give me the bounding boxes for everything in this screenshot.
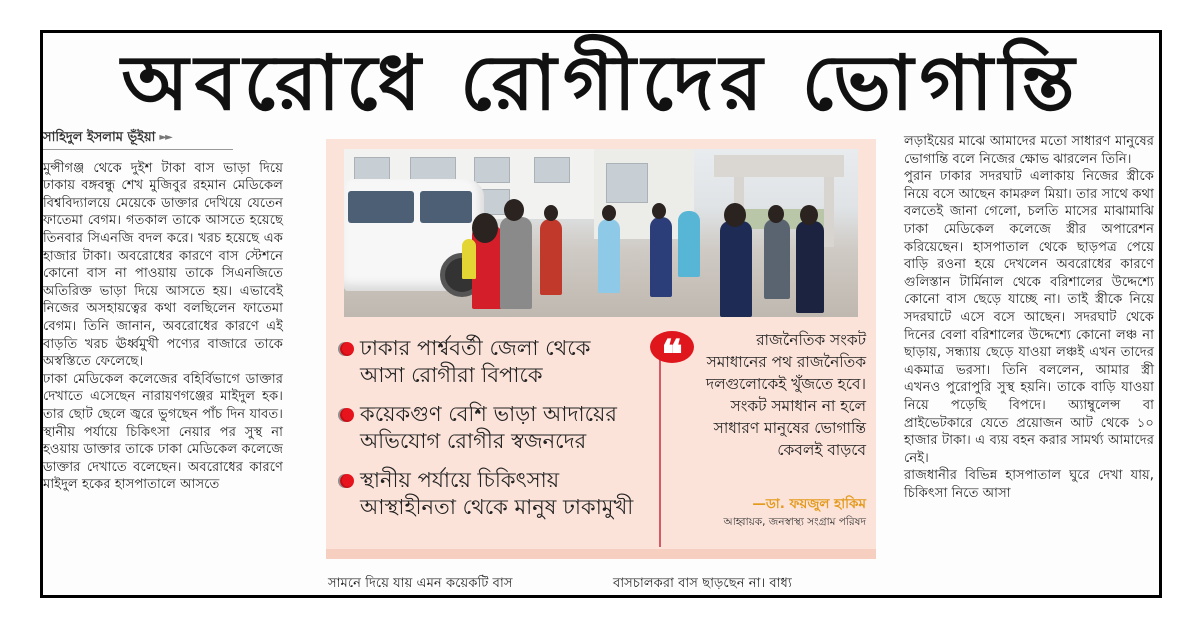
headline: অবরোধে রোগীদের ভোগান্তি [121,38,1081,127]
quote-text: রাজনৈতিক সংকট সমাধানের পথ রাজনৈতিক দলগুলোকেই খুঁজতে হবে। সংকট সমাধান না হলে সাধারণ মানুষের ভোগান্তি কেবলই বাড়বে [705,331,866,459]
byline-author: সাহিদুল ইসলাম ভূঁইয়া [43,130,156,145]
continued-text-left: সামনে দিয়ে যায় এমন কয়েকটি বাস [328,576,513,591]
body-paragraph: রাজধানীর বিভিন্ন হাসপাতাল ঘুরে দেখা যায়, চিকিৎসা নিতে আসা [904,468,1154,501]
red-bullet-icon [340,408,354,422]
red-bullet-icon [340,342,354,356]
highlights-list [340,335,640,533]
quote-mark-icon: ❝ [650,331,694,363]
pull-quote [656,327,870,549]
body-paragraph: পুরান ঢাকার সদরঘাট এলাকায় নিজের স্ত্রীকে নিয়ে বসে আছেন কামরুল মিয়া। তার সাথে কথা বলতেই জানা গেলো, চলতি মাসের মাঝামাঝি ঢাকা মেডিকেল কলেজে স্ত্রীর অপারেশন করিয়েছেন। হাসপাতাল থেকে ছাড়পত্র পেয়ে বাড়ি রওনা হয়ে দেখলেন অবরোধের কারণে গুলিস্তান টার্মিনাল থেকে বরিশালের উদ্দেশ্যে কোনো বাস ছেড়ে যাচ্ছে না। তাই স্ত্রীকে নিয়ে সদরঘাটে এসে বসে আছেন। সদরঘাট থেকে দিনের বেলা বরিশালের উদ্দেশ্যে কোনো লঞ্চ না ছাড়ায়, সন্ধ্যায় ছেড়ে যাওয়া লঞ্চই এখন তাদের একমাত্র ভরসা। তিনি বললেন, আমার স্ত্রী এখনও পুরোপুরি সুস্থ হয়নি। তাকে বাড়ি যাওয়া নিয়ে পড়েছি বিপদে। অ্যাম্বুলেন্স বা প্রাইভেটকারে যেতে প্রয়োজন আট থেকে ১০ হাজার টাকা। এ ব্যয় বহন করার সামর্থ্য আমাদের নেই। [904,169,1154,466]
news-photo [344,149,858,317]
highlight-item: কয়েকগুণ বেশি ভাড়া আদায়ের অভিযোগ রোগীর স্বজনদের [340,401,640,455]
feature-panel [326,139,876,559]
red-bullet-icon [340,474,354,488]
left-column [43,129,283,494]
continued-text-right: বাসচালকরা বাস ছাড়ছেন না। বাধ্য [613,576,792,591]
highlight-item: স্থানীয় পর্যায়ে চিকিৎসায় আস্থাহীনতা থেকে মানুষ ঢাকামুখী [340,467,640,521]
body-paragraph: লড়াইয়ের মাঝে আমাদের মতো সাধারণ মানুষের ভোগান্তি বলে নিজের ক্ষোভ ঝারলেন তিনি। [904,134,1154,167]
newspaper-clipping [40,30,1162,598]
byline-arrow-icon: ►► [159,132,171,143]
highlight-item: ঢাকার পার্শ্ববর্তী জেলা থেকে আসা রোগীরা বিপাকে [340,335,640,389]
body-paragraph: মুন্সীগঞ্জ থেকে দুইশ টাকা বাস ভাড়া দিয়ে ঢাকায় বঙ্গবন্ধু শেখ মুজিবুর রহমান মেডিকেল বিশ্ববিদ্যালয়ে মেয়েকে ডাক্তার দেখিয়ে যেতেন ফাতেমা বেগম। গতকাল তাকে আসতে হয়েছে তিনবার সিএনজি বদল করে। খরচ হয়েছে এক হাজার টাকা। অবরোধের কারণে বাস স্টেশনে কোনো বাস না পাওয়ায় তাকে সিএনজিতে অতিরিক্ত ভাড়া দিয়ে আসতে হয়। এভাবেই নিজের অসহায়ত্বের কথা বলছিলেন ফাতেমা বেগম। তিনি জানান, অবরোধের কারণে এই বাড়তি খরচ ঊর্ধ্বমুখী পণ্যের বাজারে তাকে অস্বস্তিতে ফেলেছে। [43,160,283,370]
panel-bottom-strip [326,549,876,559]
quote-author: —ডা. ফয়জুল হাকিম [752,496,866,512]
body-paragraph: ঢাকা মেডিকেল কলেজের বহির্বিভাগে ডাক্তার দেখাতে এসেছেন নারায়ণগঞ্জের মাইদুল হক। তার ছোট ছেলে জ্বরে ভুগছেন পাঁচ দিন যাবত। স্থানীয় পর্যায়ে চিকিৎসা নেয়ার পর সুস্থ না হওয়ায় ডাক্তার তাকে ঢাকা মেডিকেল কলেজে ডাক্তার দেখাতে বলেছেন। অবরোধের কারণে মাইদুল হকের হাসপাতালে আসতে [43,371,283,493]
quote-author-role: আহ্বায়ক, জনস্বাস্থ্য সংগ্রাম পরিষদ [723,516,866,528]
right-column [904,133,1154,502]
byline [43,129,233,150]
